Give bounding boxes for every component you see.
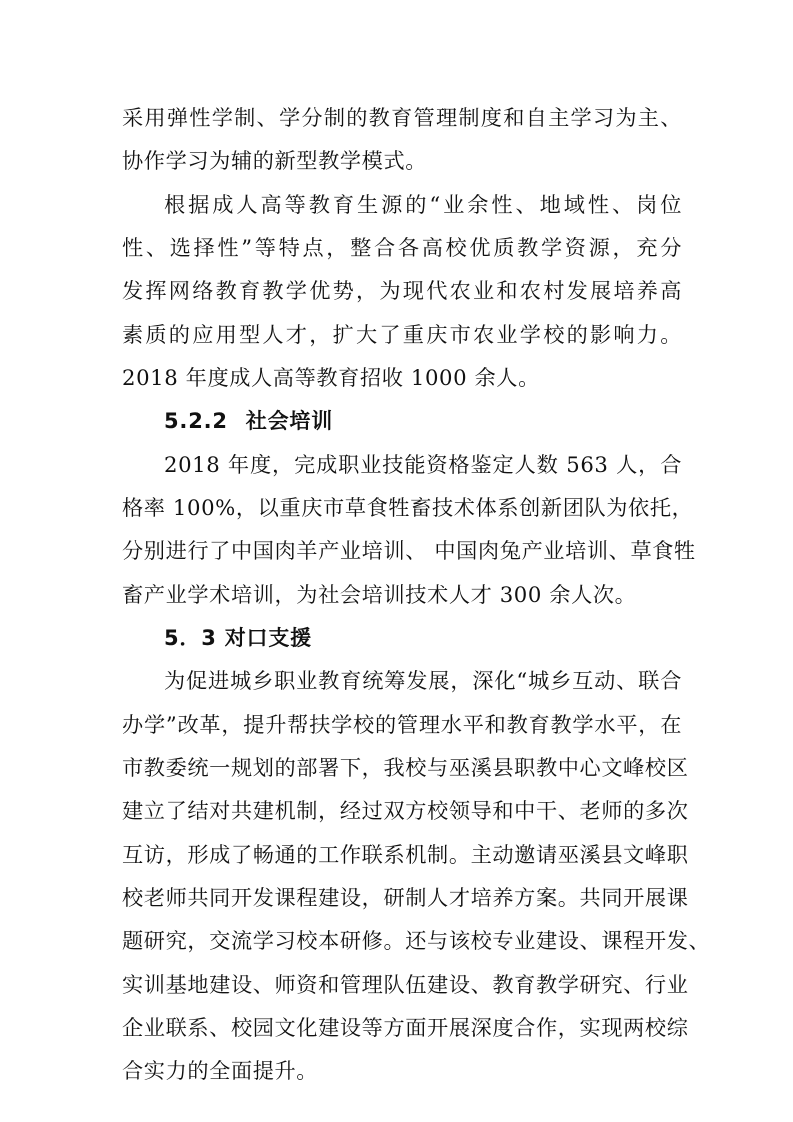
text-line: 2018 年度，完成职业技能资格鉴定人数 563 人，合 bbox=[164, 452, 682, 477]
section-heading: 5．3 对口支援 bbox=[164, 626, 312, 650]
text-line: 合实力的全面提升。 bbox=[122, 1058, 319, 1083]
text-line: 格率 100%，以重庆市草食牲畜技术体系创新团队为依托， bbox=[122, 495, 694, 520]
text-line: 互访，形成了畅通的工作联系机制。主动邀请巫溪县文峰职 bbox=[122, 842, 689, 867]
text-line: 采用弹性学制、学分制的教育管理制度和自主学习为主、 bbox=[122, 105, 682, 130]
text-line: 分别进行了中国肉羊产业培训、 中国肉兔产业培训、草食牲 bbox=[122, 538, 696, 563]
text-line: 建立了结对共建机制，经过双方校领导和中干、老师的多次 bbox=[122, 798, 689, 823]
text-line: 根据成人高等教育生源的“业余性、地域性、岗位 bbox=[164, 192, 682, 217]
text-line: 素质的应用型人才，扩大了重庆市农业学校的影响力。 bbox=[122, 322, 682, 347]
text-line: 畜产业学术培训，为社会培训技术人才 300 余人次。 bbox=[122, 582, 637, 607]
text-line: 性、选择性”等特点，整合各高校优质教学资源，充分 bbox=[122, 235, 682, 260]
text-line: 为促进城乡职业教育统筹发展，深化“城乡互动、联合 bbox=[164, 668, 682, 693]
text-line: 企业联系、校园文化建设等方面开展深度合作，实现两校综 bbox=[122, 1015, 689, 1040]
text-line: 发挥网络教育教学优势，为现代农业和农村发展培养高 bbox=[122, 278, 682, 303]
text-line: 协作学习为辅的新型教学模式。 bbox=[122, 148, 428, 173]
text-line: 2018 年度成人高等教育招收 1000 余人。 bbox=[122, 365, 540, 390]
section-number: 5.2.2 bbox=[164, 409, 228, 433]
text-line: 市教委统一规划的部署下，我校与巫溪县职教中心文峰校区 bbox=[122, 755, 689, 780]
section-title: 社会培训 bbox=[245, 409, 333, 433]
text-line: 办学”改革，提升帮扶学校的管理水平和教育教学水平，在 bbox=[122, 712, 682, 737]
text-line: 校老师共同开发课程建设，研制人才培养方案。共同开展课 bbox=[122, 885, 689, 910]
section-heading bbox=[164, 402, 333, 440]
text-line: 题研究，交流学习校本研修。还与该校专业建设、课程开发、 bbox=[122, 928, 711, 953]
text-line: 实训基地建设、师资和管理队伍建设、教育教学研究、行业 bbox=[122, 972, 689, 997]
